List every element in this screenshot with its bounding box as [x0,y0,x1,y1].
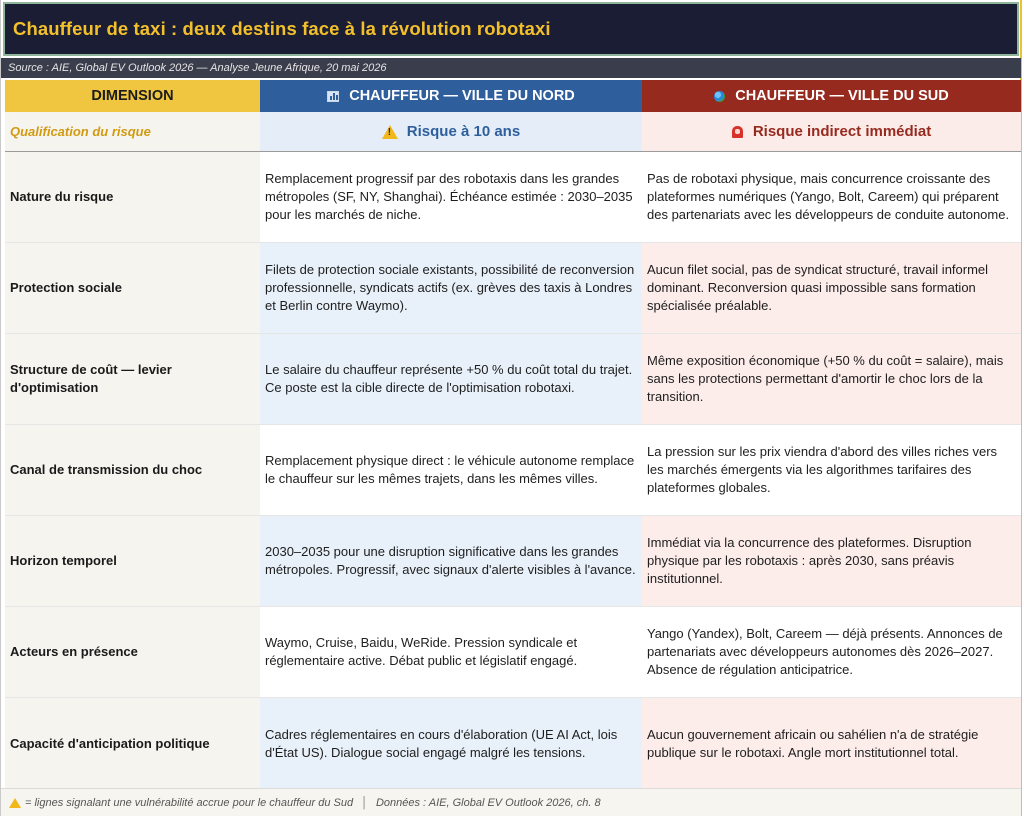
title-bar [3,2,1019,56]
header-dimension-label: DIMENSION [91,88,174,104]
qualification-label: Qualification du risque [10,124,151,139]
footer-note [1,788,1021,816]
header-north-label: CHAUFFEUR — VILLE DU NORD [349,88,575,104]
header-north [260,80,642,112]
header-south-label: CHAUFFEUR — VILLE DU SUD [735,88,949,104]
bar-chart-icon [327,91,339,102]
row-south-text: Yango (Yandex), Bolt, Careem — déjà présents. Annonces de partenariats avec développeurs autonomes dès 2026–2027. Absence de régulation anticipatrice. [642,607,1021,697]
row-north-text: Filets de protection sociale existants, possibilité de reconversion professionnelle, syndicats actifs (ex. grèves des taxis à Londres et Berlin contre Waymo). [260,243,642,333]
table-row [5,698,1021,790]
row-dimension: Nature du risque [5,152,260,242]
source-bar [1,58,1021,78]
row-south-text: Même exposition économique (+50 % du coût = salaire), mais sans les protections permettant d'amortir le choc lors de la transition. [642,334,1021,424]
row-south-text: Aucun gouvernement africain ou sahélien n'a de stratégie publique sur le robotaxi. Angle mort institutionnel total. [642,698,1021,790]
qualification-row [5,112,1021,152]
row-north-text: Waymo, Cruise, Baidu, WeRide. Pression syndicale et réglementaire active. Débat public et législatif engagé. [260,607,642,697]
table-row [5,334,1021,425]
row-north-text: Remplacement progressif par des robotaxis dans les grandes métropoles (SF, NY, Shanghai). Échéance estimée : 2030–2035 pour les marchés de niche. [260,152,642,242]
footer-legend: = lignes signalant une vulnérabilité accrue pour le chauffeur du Sud [25,796,354,809]
table-row [5,243,1021,334]
warning-icon [9,798,21,808]
row-south-text: La pression sur les prix viendra d'abord des villes riches vers les marchés émergents via les algorithmes tarifaires des plateformes globales. [642,425,1021,515]
page-title: Chauffeur de taxi : deux destins face à la révolution robotaxi [13,18,551,39]
row-north-text: Remplacement physique direct : le véhicule autonome remplace le chauffeur sur les mêmes trajets, dans les mêmes villes. [260,425,642,515]
qualification-north: Risque à 10 ans [406,123,521,140]
row-south-text: Pas de robotaxi physique, mais concurrence croissante des plateformes numériques (Yango, Bolt, Careem) qui préparent des partenariats avec les développeurs de conduite autonome. [642,152,1021,242]
row-north-text: Le salaire du chauffeur représente +50 % du coût total du trajet. Ce poste est la cible directe de l'optimisation robotaxi. [260,334,642,424]
row-dimension: Protection sociale [5,243,260,333]
siren-icon [732,126,743,138]
table-body [5,152,1021,790]
row-dimension: Acteurs en présence [5,607,260,697]
row-dimension: Canal de transmission du choc [5,425,260,515]
qualification-south-cell [642,112,1021,151]
row-north-text: Cadres réglementaires en cours d'élaboration (UE AI Act, lois d'État US). Dialogue social engagé malgré les tensions. [260,698,642,790]
footer-separator: │ [361,796,368,809]
qualification-south: Risque indirect immédiat [752,123,932,140]
row-south-text: Aucun filet social, pas de syndicat structuré, travail informel dominant. Reconversion quasi impossible sans formation spécialisée préalable. [642,243,1021,333]
qualification-label-cell [5,112,260,151]
table-row [5,516,1021,607]
header-south [642,80,1021,112]
header-dimension [5,80,260,112]
footer-data-source: Données : AIE, Global EV Outlook 2026, ch. 8 [375,796,601,809]
source-text: Source : AIE, Global EV Outlook 2026 — Analyse Jeune Afrique, 20 mai 2026 [8,62,387,74]
row-south-text: Immédiat via la concurrence des plateformes. Disruption physique par les robotaxis : après 2030, sans préavis institutionnel. [642,516,1021,606]
table-row [5,425,1021,516]
table-row [5,607,1021,698]
row-dimension: Horizon temporel [5,516,260,606]
row-dimension: Structure de coût — levier d'optimisation [5,334,260,424]
row-dimension: Capacité d'anticipation politique [5,698,260,790]
table-row [5,152,1021,243]
table-header [5,80,1021,112]
warning-icon [382,125,398,139]
qualification-north-cell [260,112,642,151]
globe-icon [714,91,725,102]
row-north-text: 2030–2035 pour une disruption significative dans les grandes métropoles. Progressif, avec signaux d'alerte visibles à l'avance. [260,516,642,606]
